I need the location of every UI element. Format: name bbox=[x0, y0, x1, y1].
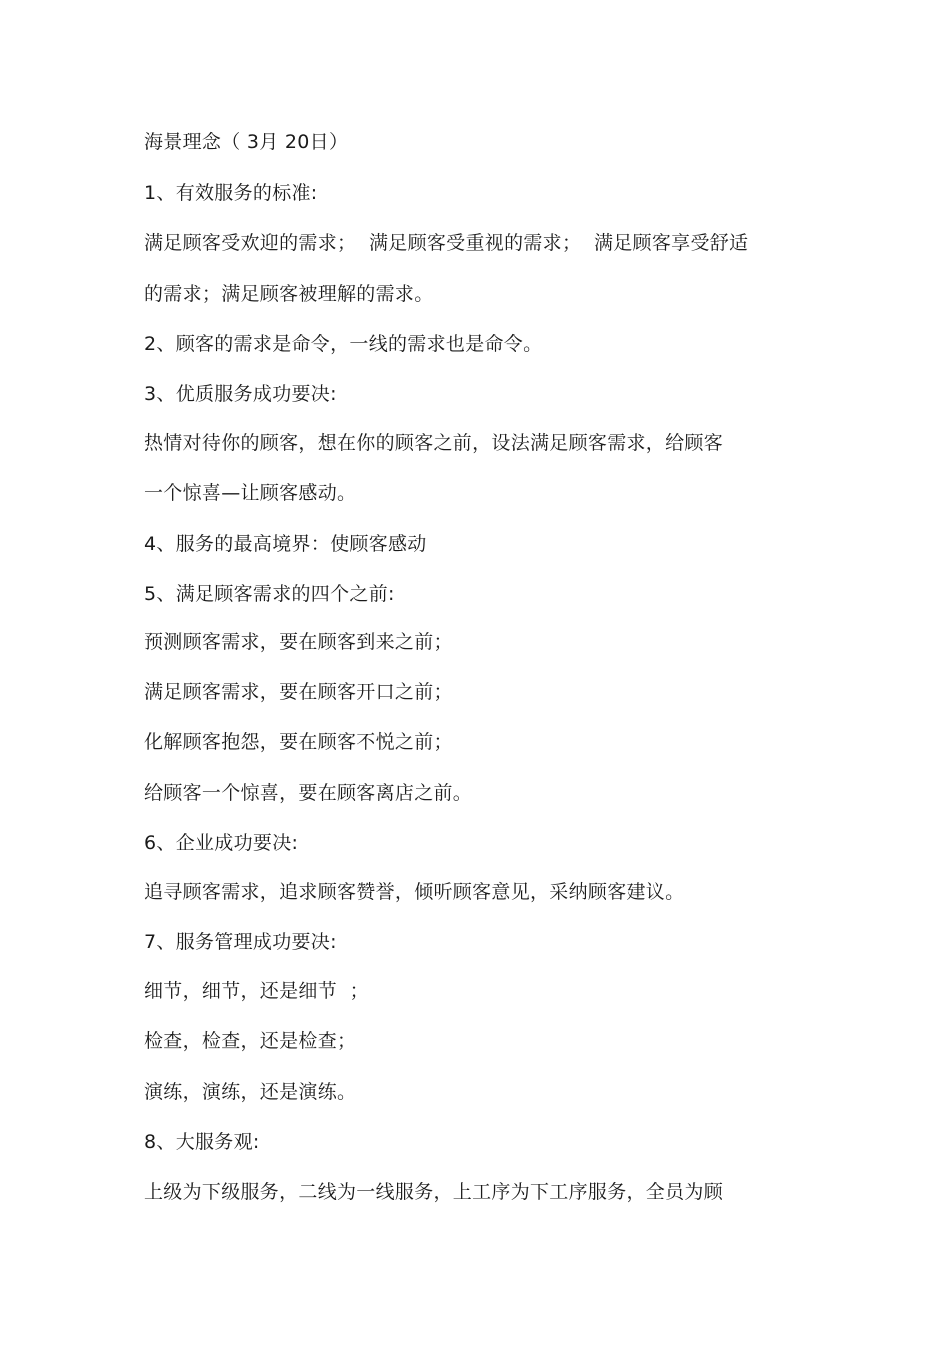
heading-1-effective-service: 1、有效服务的标准: bbox=[144, 182, 318, 204]
paragraph-line: 追寻顾客需求，追求顾客赞誉，倾听顾客意见，采纳顾客建议。 bbox=[144, 881, 685, 903]
heading-8-big-service-view: 8、大服务观: bbox=[144, 1131, 260, 1153]
paragraph-line: 的需求；满足顾客被理解的需求。 bbox=[144, 283, 434, 305]
paragraph-line: 满足顾客受欢迎的需求； 满足顾客受重视的需求； 满足顾客享受舒适 bbox=[144, 232, 749, 254]
list-item: 给顾客一个惊喜，要在顾客离店之前。 bbox=[144, 782, 473, 804]
list-item: 演练，演练，还是演练。 bbox=[144, 1081, 357, 1103]
heading-3-quality-service: 3、优质服务成功要决: bbox=[144, 383, 337, 405]
list-item: 满足顾客需求，要在顾客开口之前； bbox=[144, 681, 453, 703]
paragraph-line: 热情对待你的顾客，想在你的顾客之前，设法满足顾客需求，给顾客 bbox=[144, 432, 724, 454]
list-item: 化解顾客抱怨，要在顾客不悦之前； bbox=[144, 731, 453, 753]
paragraph-line: 上级为下级服务，二线为一线服务，上工序为下工序服务，全员为顾 bbox=[144, 1181, 724, 1203]
list-item: 检查，检查，还是检查； bbox=[144, 1030, 357, 1052]
list-item: 预测顾客需求，要在顾客到来之前； bbox=[144, 631, 453, 653]
heading-7-service-management: 7、服务管理成功要决: bbox=[144, 931, 337, 953]
heading-5-four-befores: 5、满足顾客需求的四个之前: bbox=[144, 583, 395, 605]
list-item: 细节，细节，还是细节 ； bbox=[144, 980, 369, 1002]
heading-4-highest-realm: 4、服务的最高境界：使顾客感动 bbox=[144, 533, 427, 555]
document-title: 海景理念（ 3月 20日） bbox=[144, 131, 349, 153]
heading-2-customer-needs: 2、顾客的需求是命令，一线的需求也是命令。 bbox=[144, 333, 543, 355]
paragraph-line: 一个惊喜—让顾客感动。 bbox=[144, 482, 357, 504]
heading-6-enterprise-success: 6、企业成功要决: bbox=[144, 832, 299, 854]
